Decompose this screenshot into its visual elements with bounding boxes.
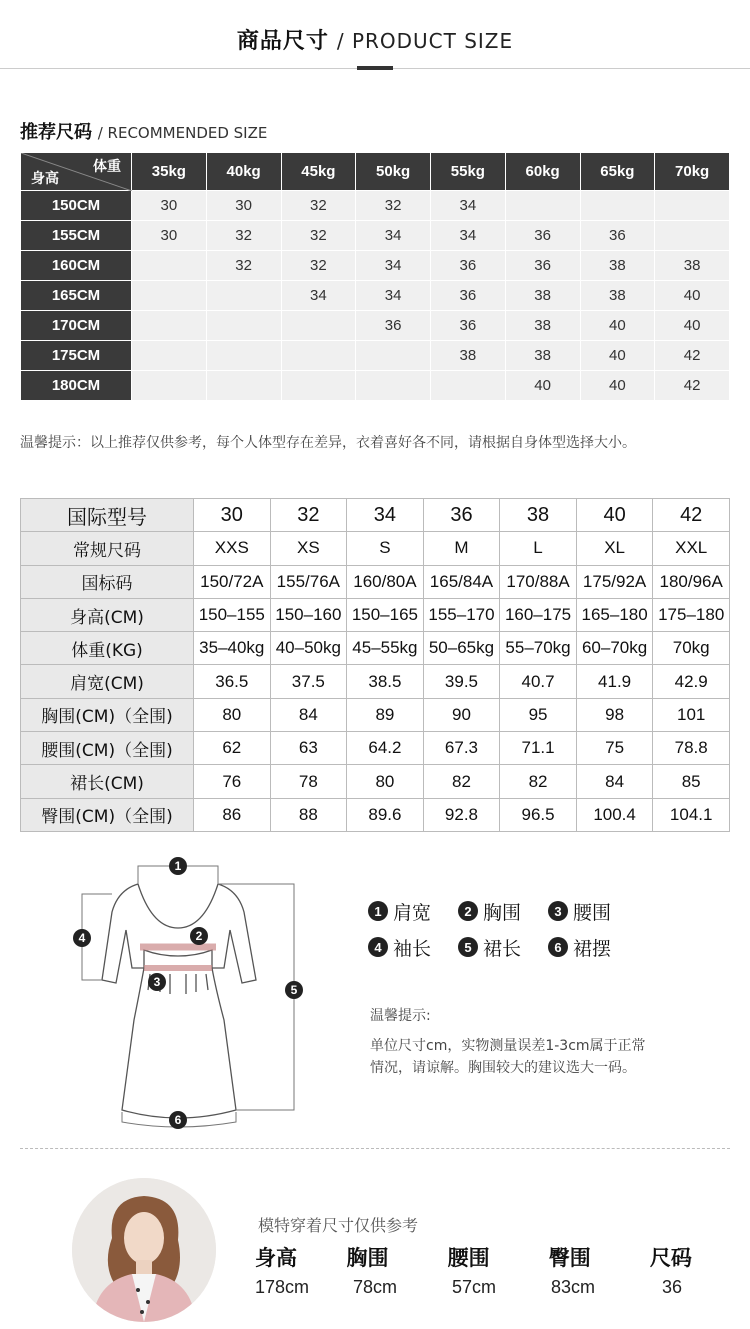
recommended-size-cell <box>281 371 356 401</box>
marker-4-label: 4 <box>78 931 86 945</box>
corner-weight-label: 体重 <box>93 158 121 174</box>
marker-3-label: 3 <box>153 975 161 989</box>
recommended-size-cell <box>206 341 281 371</box>
legend-number-icon: 4 <box>368 937 388 957</box>
recommended-size-cell <box>132 371 207 401</box>
recommended-size-cell: 40 <box>580 371 655 401</box>
recommended-size-cell: 38 <box>431 341 506 371</box>
height-label: 165CM <box>21 281 132 311</box>
spec-cell: 180/96A <box>653 565 730 598</box>
recommended-title-cn: 推荐尺码 <box>20 122 92 143</box>
weight-header: 45kg <box>281 153 356 191</box>
corner-height-label: 身高 <box>31 170 59 186</box>
marker-1-label: 1 <box>174 859 182 873</box>
spec-cell: 150–160 <box>270 598 347 631</box>
spec-cell: 165–180 <box>576 598 653 631</box>
legend-number-icon: 3 <box>548 901 568 921</box>
model-value: 83cm <box>550 1277 595 1297</box>
spec-cell: 82 <box>423 765 500 798</box>
measurement-tip-title: 温馨提示: <box>370 1008 431 1024</box>
legend-item-chest <box>458 898 548 925</box>
legend-row <box>368 929 668 965</box>
measurement-tip-line: 情况，请谅解。胸围较大的建议选大一码。 <box>370 1060 636 1076</box>
height-row <box>21 221 730 251</box>
weight-header: 40kg <box>206 153 281 191</box>
legend-row <box>368 893 668 929</box>
recommended-size-cell: 38 <box>655 251 730 281</box>
recommended-size-cell: 38 <box>580 251 655 281</box>
spec-cell: 84 <box>576 765 653 798</box>
page-title <box>0 24 750 55</box>
spec-cell: 160–175 <box>500 598 577 631</box>
dress-illustration <box>60 850 320 1140</box>
title-en: / PRODUCT SIZE <box>336 29 514 53</box>
recommended-size-cell: 30 <box>132 221 207 251</box>
recommended-size-cell: 38 <box>505 341 580 371</box>
height-label: 160CM <box>21 251 132 281</box>
height-row <box>21 341 730 371</box>
recommended-size-cell: 34 <box>356 221 431 251</box>
recommended-size-cell <box>505 191 580 221</box>
weight-header: 35kg <box>132 153 207 191</box>
legend-item-waist <box>548 898 638 925</box>
recommended-size-cell <box>431 371 506 401</box>
model-value: 36 <box>661 1277 682 1297</box>
recommended-size-cell: 34 <box>431 191 506 221</box>
recommended-size-cell: 42 <box>655 341 730 371</box>
spec-cell: M <box>423 532 500 565</box>
spec-cell: S <box>347 532 424 565</box>
recommended-size-cell: 36 <box>580 221 655 251</box>
spec-cell: 39.5 <box>423 665 500 698</box>
recommended-size-cell: 30 <box>206 191 281 221</box>
spec-cell: 42 <box>653 499 730 532</box>
spec-cell: 86 <box>194 798 271 831</box>
legend-label: 胸围 <box>483 901 522 924</box>
spec-cell: 150/72A <box>194 565 271 598</box>
spec-cell: 60–70kg <box>576 632 653 665</box>
spec-row-label: 裙长(CM) <box>21 765 194 798</box>
weight-header: 70kg <box>655 153 730 191</box>
spec-row <box>21 532 730 565</box>
recommended-size-cell: 36 <box>431 281 506 311</box>
spec-cell: 45–55kg <box>347 632 424 665</box>
spec-cell: 35–40kg <box>194 632 271 665</box>
title-cn: 商品尺寸 <box>236 29 329 54</box>
recommended-size-cell: 32 <box>206 251 281 281</box>
spec-row-label: 肩宽(CM) <box>21 665 194 698</box>
section-divider <box>20 1148 730 1149</box>
spec-cell: 104.1 <box>653 798 730 831</box>
spec-cell: XS <box>270 532 347 565</box>
spec-cell: 95 <box>500 698 577 731</box>
spec-cell: 30 <box>194 499 271 532</box>
spec-cell: 160/80A <box>347 565 424 598</box>
legend-label: 肩宽 <box>393 901 432 924</box>
recommended-title-en: / RECOMMENDED SIZE <box>97 124 268 142</box>
dress-measurement-diagram <box>60 850 320 1140</box>
spec-cell: 84 <box>270 698 347 731</box>
spec-row-label: 国标码 <box>21 565 194 598</box>
recommended-size-cell <box>206 311 281 341</box>
spec-row <box>21 798 730 831</box>
spec-row-label: 国际型号 <box>21 499 194 532</box>
model-value: 57cm <box>452 1277 497 1297</box>
spec-cell: 67.3 <box>423 732 500 765</box>
measurement-tip-line: 单位尺寸cm，实物测量误差1-3cm属于正常 <box>370 1038 646 1054</box>
spec-cell: 170/88A <box>500 565 577 598</box>
spec-cell: L <box>500 532 577 565</box>
spec-cell: 70kg <box>653 632 730 665</box>
recommended-size-cell <box>356 341 431 371</box>
spec-cell: 98 <box>576 698 653 731</box>
spec-row-label: 体重(KG) <box>21 632 194 665</box>
spec-cell: 38 <box>500 499 577 532</box>
legend-item-sleeve <box>368 934 458 961</box>
recommended-size-cell: 42 <box>655 371 730 401</box>
spec-row-label: 胸围(CM)（全围) <box>21 698 194 731</box>
spec-cell: 90 <box>423 698 500 731</box>
recommended-size-cell: 32 <box>281 251 356 281</box>
corner-cell <box>21 153 132 191</box>
recommended-size-cell: 36 <box>505 251 580 281</box>
recommended-size-cell: 34 <box>356 251 431 281</box>
spec-cell: 37.5 <box>270 665 347 698</box>
recommended-size-cell: 34 <box>431 221 506 251</box>
spec-cell: 63 <box>270 732 347 765</box>
height-label: 175CM <box>21 341 132 371</box>
recommended-size-cell: 36 <box>431 251 506 281</box>
model-value: 178cm <box>255 1277 310 1297</box>
recommended-size-cell <box>655 221 730 251</box>
spec-cell: 92.8 <box>423 798 500 831</box>
recommended-size-title <box>20 118 267 144</box>
page-header <box>0 0 750 72</box>
recommended-size-cell: 32 <box>281 221 356 251</box>
spec-row-label: 身高(CM) <box>21 598 194 631</box>
spec-row <box>21 732 730 765</box>
model-value: 78cm <box>353 1277 398 1297</box>
recommended-size-cell: 40 <box>655 311 730 341</box>
recommended-size-cell: 32 <box>281 191 356 221</box>
spec-cell: 75 <box>576 732 653 765</box>
recommended-size-cell <box>206 281 281 311</box>
recommended-size-cell <box>132 341 207 371</box>
height-row <box>21 311 730 341</box>
spec-cell: 96.5 <box>500 798 577 831</box>
spec-cell: 40.7 <box>500 665 577 698</box>
recommended-size-cell <box>655 191 730 221</box>
measurement-legend <box>368 893 668 965</box>
spec-cell: 82 <box>500 765 577 798</box>
spec-cell: 62 <box>194 732 271 765</box>
height-label: 170CM <box>21 311 132 341</box>
legend-number-icon: 1 <box>368 901 388 921</box>
measurement-tip <box>370 1005 646 1079</box>
height-row <box>21 371 730 401</box>
spec-cell: XXL <box>653 532 730 565</box>
recommended-size-cell: 40 <box>655 281 730 311</box>
legend-number-icon: 5 <box>458 937 478 957</box>
spec-row <box>21 632 730 665</box>
spec-row-label: 臀围(CM)（全围) <box>21 798 194 831</box>
recommended-size-cell: 40 <box>580 341 655 371</box>
spec-cell: 36 <box>423 499 500 532</box>
weight-header: 55kg <box>431 153 506 191</box>
spec-cell: 80 <box>194 698 271 731</box>
spec-cell: 71.1 <box>500 732 577 765</box>
spec-cell: 150–155 <box>194 598 271 631</box>
spec-cell: 85 <box>653 765 730 798</box>
spec-cell: 80 <box>347 765 424 798</box>
recommended-size-cell: 30 <box>132 191 207 221</box>
spec-cell: 155–170 <box>423 598 500 631</box>
spec-cell: 36.5 <box>194 665 271 698</box>
recommended-size-cell <box>206 371 281 401</box>
spec-row-label: 腰围(CM)（全围) <box>21 732 194 765</box>
recommended-size-cell <box>356 371 431 401</box>
recommended-size-cell: 32 <box>356 191 431 221</box>
recommended-size-cell: 36 <box>356 311 431 341</box>
legend-label: 袖长 <box>393 937 432 960</box>
spec-cell: 64.2 <box>347 732 424 765</box>
spec-cell: 175/92A <box>576 565 653 598</box>
spec-row <box>21 698 730 731</box>
model-head: 尺码 <box>649 1246 692 1270</box>
spec-cell: 78.8 <box>653 732 730 765</box>
spec-cell: 40–50kg <box>270 632 347 665</box>
spec-cell: 55–70kg <box>500 632 577 665</box>
legend-label: 腰围 <box>573 901 612 924</box>
spec-row <box>21 765 730 798</box>
height-label: 150CM <box>21 191 132 221</box>
spec-cell: 76 <box>194 765 271 798</box>
height-row <box>21 251 730 281</box>
spec-cell: XL <box>576 532 653 565</box>
legend-item-length <box>458 934 548 961</box>
recommended-size-cell <box>281 311 356 341</box>
recommended-size-cell: 36 <box>431 311 506 341</box>
model-reference-note: 模特穿着尺寸仅供参考 <box>258 1216 419 1235</box>
height-row <box>21 281 730 311</box>
legend-number-icon: 6 <box>548 937 568 957</box>
recommended-size-cell <box>132 251 207 281</box>
marker-6-label: 6 <box>174 1113 182 1127</box>
recommended-size-cell: 34 <box>281 281 356 311</box>
model-photo <box>72 1178 216 1322</box>
header-accent-bar <box>357 66 393 70</box>
spec-row <box>21 499 730 532</box>
spec-row <box>21 665 730 698</box>
recommended-size-cell: 40 <box>505 371 580 401</box>
recommendation-tip: 温馨提示：以上推荐仅供参考，每个人体型存在差异，衣着喜好各不同，请根据自身体型选择大小。 <box>20 435 636 451</box>
spec-cell: 40 <box>576 499 653 532</box>
weight-header-row <box>21 153 730 191</box>
legend-label: 裙摆 <box>573 937 612 960</box>
recommended-size-cell <box>132 311 207 341</box>
model-avatar <box>72 1178 216 1322</box>
recommended-size-cell: 40 <box>580 311 655 341</box>
spec-cell: 150–165 <box>347 598 424 631</box>
spec-cell: 155/76A <box>270 565 347 598</box>
recommended-size-table <box>20 152 730 401</box>
spec-row <box>21 565 730 598</box>
model-head: 臀围 <box>548 1246 591 1270</box>
spec-cell: 89.6 <box>347 798 424 831</box>
spec-cell: 89 <box>347 698 424 731</box>
spec-cell: XXS <box>194 532 271 565</box>
legend-label: 裙长 <box>483 937 522 960</box>
recommended-size-cell <box>132 281 207 311</box>
spec-cell: 88 <box>270 798 347 831</box>
model-head: 身高 <box>255 1246 297 1270</box>
model-head: 胸围 <box>346 1246 389 1270</box>
spec-cell: 34 <box>347 499 424 532</box>
model-values-row <box>255 1277 705 1298</box>
spec-row-label: 常规尺码 <box>21 532 194 565</box>
spec-row <box>21 598 730 631</box>
spec-cell: 78 <box>270 765 347 798</box>
recommended-size-cell: 32 <box>206 221 281 251</box>
recommended-size-cell: 38 <box>505 281 580 311</box>
weight-header: 65kg <box>580 153 655 191</box>
marker-5-label: 5 <box>290 983 298 997</box>
height-row <box>21 191 730 221</box>
recommended-size-cell: 36 <box>505 221 580 251</box>
legend-number-icon: 2 <box>458 901 478 921</box>
spec-cell: 42.9 <box>653 665 730 698</box>
spec-cell: 38.5 <box>347 665 424 698</box>
recommended-size-cell: 34 <box>356 281 431 311</box>
spec-cell: 32 <box>270 499 347 532</box>
weight-header: 50kg <box>356 153 431 191</box>
height-label: 180CM <box>21 371 132 401</box>
weight-header: 60kg <box>505 153 580 191</box>
spec-cell: 165/84A <box>423 565 500 598</box>
model-heads-row <box>255 1243 705 1277</box>
recommended-size-cell <box>281 341 356 371</box>
spec-cell: 175–180 <box>653 598 730 631</box>
marker-2-label: 2 <box>195 929 203 943</box>
recommended-size-cell <box>580 191 655 221</box>
spec-cell: 41.9 <box>576 665 653 698</box>
recommended-size-cell: 38 <box>580 281 655 311</box>
legend-item-shoulder <box>368 898 458 925</box>
model-head: 腰围 <box>447 1246 490 1270</box>
recommended-size-cell: 38 <box>505 311 580 341</box>
model-measurements <box>255 1243 705 1298</box>
height-label: 155CM <box>21 221 132 251</box>
spec-cell: 50–65kg <box>423 632 500 665</box>
legend-item-hem <box>548 934 638 961</box>
size-spec-table <box>20 498 730 832</box>
spec-cell: 100.4 <box>576 798 653 831</box>
spec-cell: 101 <box>653 698 730 731</box>
